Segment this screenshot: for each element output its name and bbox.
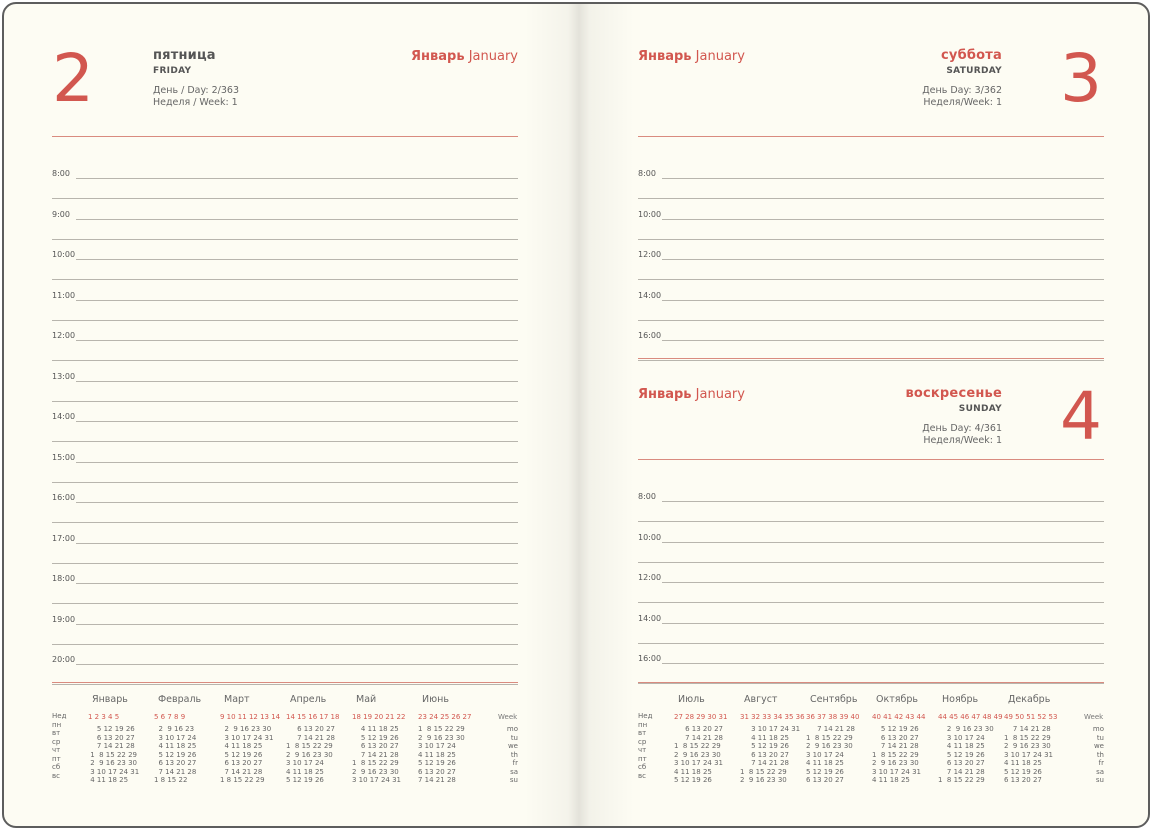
half-hour-line[interactable]: [52, 482, 518, 483]
time-slot-label: 18:00: [52, 574, 76, 583]
half-hour-line[interactable]: [52, 603, 518, 604]
day-name-en: FRIDAY: [153, 66, 192, 76]
month-day-grid: 6 13 20 27 7 14 21 28 1 8 15 22 29 2 9 16 23 30 3 10 17 24 31 4 11 18 25 5 12 19 26: [674, 725, 723, 784]
half-hour-line[interactable]: [52, 522, 518, 523]
month-header: [638, 49, 745, 64]
time-slot-label: 16:00: [638, 654, 662, 663]
header-divider: [638, 136, 1104, 137]
week-numbers: 23 24 25 26 27: [418, 713, 472, 721]
hour-line[interactable]: [76, 259, 518, 260]
time-slot-label: 12:00: [638, 573, 662, 582]
day-info: День Day: 3/362: [922, 85, 1002, 96]
month-name: Апрель: [290, 694, 327, 705]
weekday-labels-ru: Нед пн вт ср чт пт сб вс: [52, 712, 67, 780]
hour-line[interactable]: [76, 300, 518, 301]
month-day-grid: 6 13 20 27 7 14 21 28 1 8 15 22 29 2 9 16 23 30 3 10 17 24 4 11 18 25 5 12 19 26: [286, 725, 335, 784]
month-name: Декабрь: [1008, 694, 1051, 705]
month-name: Март: [224, 694, 250, 705]
time-slot-label: 14:00: [52, 412, 76, 421]
footer-divider: [638, 682, 1104, 683]
hour-line[interactable]: [662, 623, 1104, 624]
month-header-2: [638, 387, 745, 402]
week-numbers: 14 15 16 17 18: [286, 713, 340, 721]
time-slot-label: 15:00: [52, 452, 76, 462]
week-label: Week: [498, 713, 518, 721]
week-numbers: 44 45 46 47 48 49: [938, 713, 1003, 721]
hour-line[interactable]: [662, 501, 1104, 502]
week-numbers: 1 2 3 4 5: [88, 713, 120, 721]
day-number: 4: [1060, 378, 1102, 455]
day-info: День / Day: 2/363: [153, 85, 239, 96]
time-slot-label: 8:00: [638, 169, 656, 178]
hour-line[interactable]: [662, 300, 1104, 301]
month-en: January: [695, 49, 745, 64]
footer-divider: [52, 682, 518, 683]
hour-line[interactable]: [662, 542, 1104, 543]
half-hour-line[interactable]: [638, 279, 1104, 280]
week-label: Week: [1084, 713, 1104, 721]
half-hour-line[interactable]: [638, 562, 1104, 563]
left-page: [4, 4, 578, 826]
day-name-ru: пятница: [153, 48, 216, 63]
month-day-grid: 4 11 18 25 5 12 19 26 6 13 20 27 7 14 21 28 1 8 15 22 29 2 9 16 23 30 3 10 17 24 31: [352, 725, 401, 784]
week-numbers: 31 32 33 34 35 36: [740, 713, 805, 721]
time-slot-label: 20:00: [52, 655, 76, 664]
time-slot-label: 19:00: [52, 614, 76, 624]
hour-line[interactable]: [662, 178, 1104, 179]
time-slot-label: 8:00: [638, 492, 656, 501]
hour-line[interactable]: [76, 664, 518, 665]
hour-line[interactable]: [662, 663, 1104, 664]
hour-line[interactable]: [76, 219, 518, 220]
time-slot-label: 16:00: [52, 493, 76, 502]
header-divider: [52, 136, 518, 137]
half-hour-line[interactable]: [52, 279, 518, 280]
time-slot-label: 10:00: [638, 532, 662, 542]
month-name: Октябрь: [876, 694, 918, 705]
header-divider-2: [638, 459, 1104, 460]
month-en: January: [695, 387, 745, 402]
half-hour-line[interactable]: [638, 521, 1104, 522]
half-hour-line[interactable]: [638, 643, 1104, 644]
month-name: Февраль: [158, 694, 202, 705]
half-hour-line[interactable]: [638, 602, 1104, 603]
planner-spread: [2, 2, 1150, 828]
month-day-grid: 2 9 16 23 3 10 17 24 4 11 18 25 5 12 19 26 6 13 20 27 7 14 21 28 1 8 15 22: [154, 725, 197, 784]
weekday-labels-ru: Нед пн вт ср чт пт сб вс: [638, 712, 653, 780]
week-info: Неделя/Week: 1: [923, 97, 1002, 108]
time-slot-label: 12:00: [638, 250, 662, 259]
month-name: Август: [744, 694, 778, 705]
half-hour-line[interactable]: [52, 360, 518, 361]
hour-line[interactable]: [76, 583, 518, 584]
half-hour-line[interactable]: [638, 360, 1104, 361]
month-name: Июль: [678, 694, 705, 705]
week-numbers: 40 41 42 43 44: [872, 713, 926, 721]
time-slot-label: 12:00: [52, 331, 76, 340]
day-name-ru: воскресенье: [905, 386, 1002, 401]
right-page: [578, 4, 1148, 826]
half-hour-line[interactable]: [638, 320, 1104, 321]
month-name: Июнь: [422, 694, 449, 705]
hour-line[interactable]: [662, 219, 1104, 220]
hour-line[interactable]: [76, 421, 518, 422]
week-info: Неделя / Week: 1: [153, 97, 238, 108]
half-hour-line[interactable]: [52, 563, 518, 564]
time-slot-label: 10:00: [638, 209, 662, 219]
time-slot-label: 11:00: [52, 290, 76, 300]
month-day-grid: 7 14 21 28 1 8 15 22 29 2 9 16 23 30 3 10 17 24 31 4 11 18 25 5 12 19 26 6 13 20 27: [1004, 725, 1053, 784]
day-number: 3: [1060, 40, 1102, 117]
month-name: Май: [356, 694, 377, 705]
half-hour-line[interactable]: [52, 644, 518, 645]
time-slot-label: 16:00: [638, 331, 662, 340]
month-day-grid: 2 9 16 23 30 3 10 17 24 4 11 18 25 5 12 19 26 6 13 20 27 7 14 21 28 1 8 15 22 29: [938, 725, 994, 784]
month-ru: Январь: [638, 49, 692, 64]
hour-line[interactable]: [662, 582, 1104, 583]
weekday-labels-en: mo tu we th fr sa su: [1092, 725, 1104, 784]
week-numbers: 18 19 20 21 22: [352, 713, 406, 721]
half-hour-line[interactable]: [52, 401, 518, 402]
time-slot-label: 8:00: [52, 169, 70, 178]
day-name-en: SUNDAY: [958, 404, 1002, 414]
half-hour-line[interactable]: [52, 684, 518, 685]
hour-line[interactable]: [76, 340, 518, 341]
week-info: Неделя/Week: 1: [923, 435, 1002, 446]
week-numbers: 36 37 38 39 40: [806, 713, 860, 721]
week-numbers: 5 6 7 8 9: [154, 713, 186, 721]
day-name-ru: суббота: [941, 48, 1002, 63]
half-hour-line[interactable]: [638, 683, 1104, 684]
week-numbers: 9 10 11 12 13 14: [220, 713, 281, 721]
hour-line[interactable]: [76, 178, 518, 179]
month-day-grid: 5 12 19 26 6 13 20 27 7 14 21 28 1 8 15 22 29 2 9 16 23 30 3 10 17 24 31 4 11 18 25: [872, 725, 921, 784]
half-hour-line[interactable]: [52, 198, 518, 199]
month-day-grid: 2 9 16 23 30 3 10 17 24 31 4 11 18 25 5 12 19 26 6 13 20 27 7 14 21 28 1 8 15 22 29: [220, 725, 274, 784]
time-slot-label: 10:00: [52, 250, 76, 259]
hour-line[interactable]: [76, 462, 518, 463]
month-day-grid: 3 10 17 24 31 4 11 18 25 5 12 19 26 6 13 20 27 7 14 21 28 1 8 15 22 29 2 9 16 23 30: [740, 725, 801, 784]
hour-line[interactable]: [662, 259, 1104, 260]
hour-line[interactable]: [76, 624, 518, 625]
time-slot-label: 9:00: [52, 209, 70, 219]
time-slot-label: 13:00: [52, 371, 76, 381]
week-numbers: 49 50 51 52 53: [1004, 713, 1058, 721]
day-divider: [638, 358, 1104, 359]
half-hour-line[interactable]: [638, 239, 1104, 240]
half-hour-line[interactable]: [638, 198, 1104, 199]
time-slot-label: 14:00: [638, 290, 662, 300]
month-day-grid: 5 12 19 26 6 13 20 27 7 14 21 28 1 8 15 22 29 2 9 16 23 30 3 10 17 24 31 4 11 18 25: [90, 725, 140, 784]
hour-line[interactable]: [76, 543, 518, 544]
half-hour-line[interactable]: [52, 441, 518, 442]
time-slot-label: 17:00: [52, 533, 76, 543]
month-day-grid: 1 8 15 22 29 2 9 16 23 30 3 10 17 24 4 11 18 25 5 12 19 26 6 13 20 27 7 14 21 28: [418, 725, 465, 784]
month-name: Январь: [92, 694, 128, 705]
month-en: January: [468, 49, 518, 64]
half-hour-line[interactable]: [52, 320, 518, 321]
day-number: 2: [52, 40, 94, 117]
week-numbers: 27 28 29 30 31: [674, 713, 728, 721]
weekday-labels-en: mo tu we th fr sa su: [506, 725, 518, 784]
hour-line[interactable]: [76, 502, 518, 503]
half-hour-line[interactable]: [52, 239, 518, 240]
month-ru: Январь: [638, 387, 692, 402]
month-name: Сентябрь: [810, 694, 858, 705]
time-slot-label: 14:00: [638, 613, 662, 623]
month-day-grid: 7 14 21 28 1 8 15 22 29 2 9 16 23 30 3 10 17 24 4 11 18 25 5 12 19 26 6 13 20 27: [806, 725, 855, 784]
month-ru: Январь: [411, 49, 465, 64]
hour-line[interactable]: [662, 340, 1104, 341]
day-info: День Day: 4/361: [922, 423, 1002, 434]
hour-line[interactable]: [76, 381, 518, 382]
day-name-en: SATURDAY: [946, 66, 1002, 76]
month-name: Ноябрь: [942, 694, 979, 705]
month-header: [411, 49, 518, 64]
